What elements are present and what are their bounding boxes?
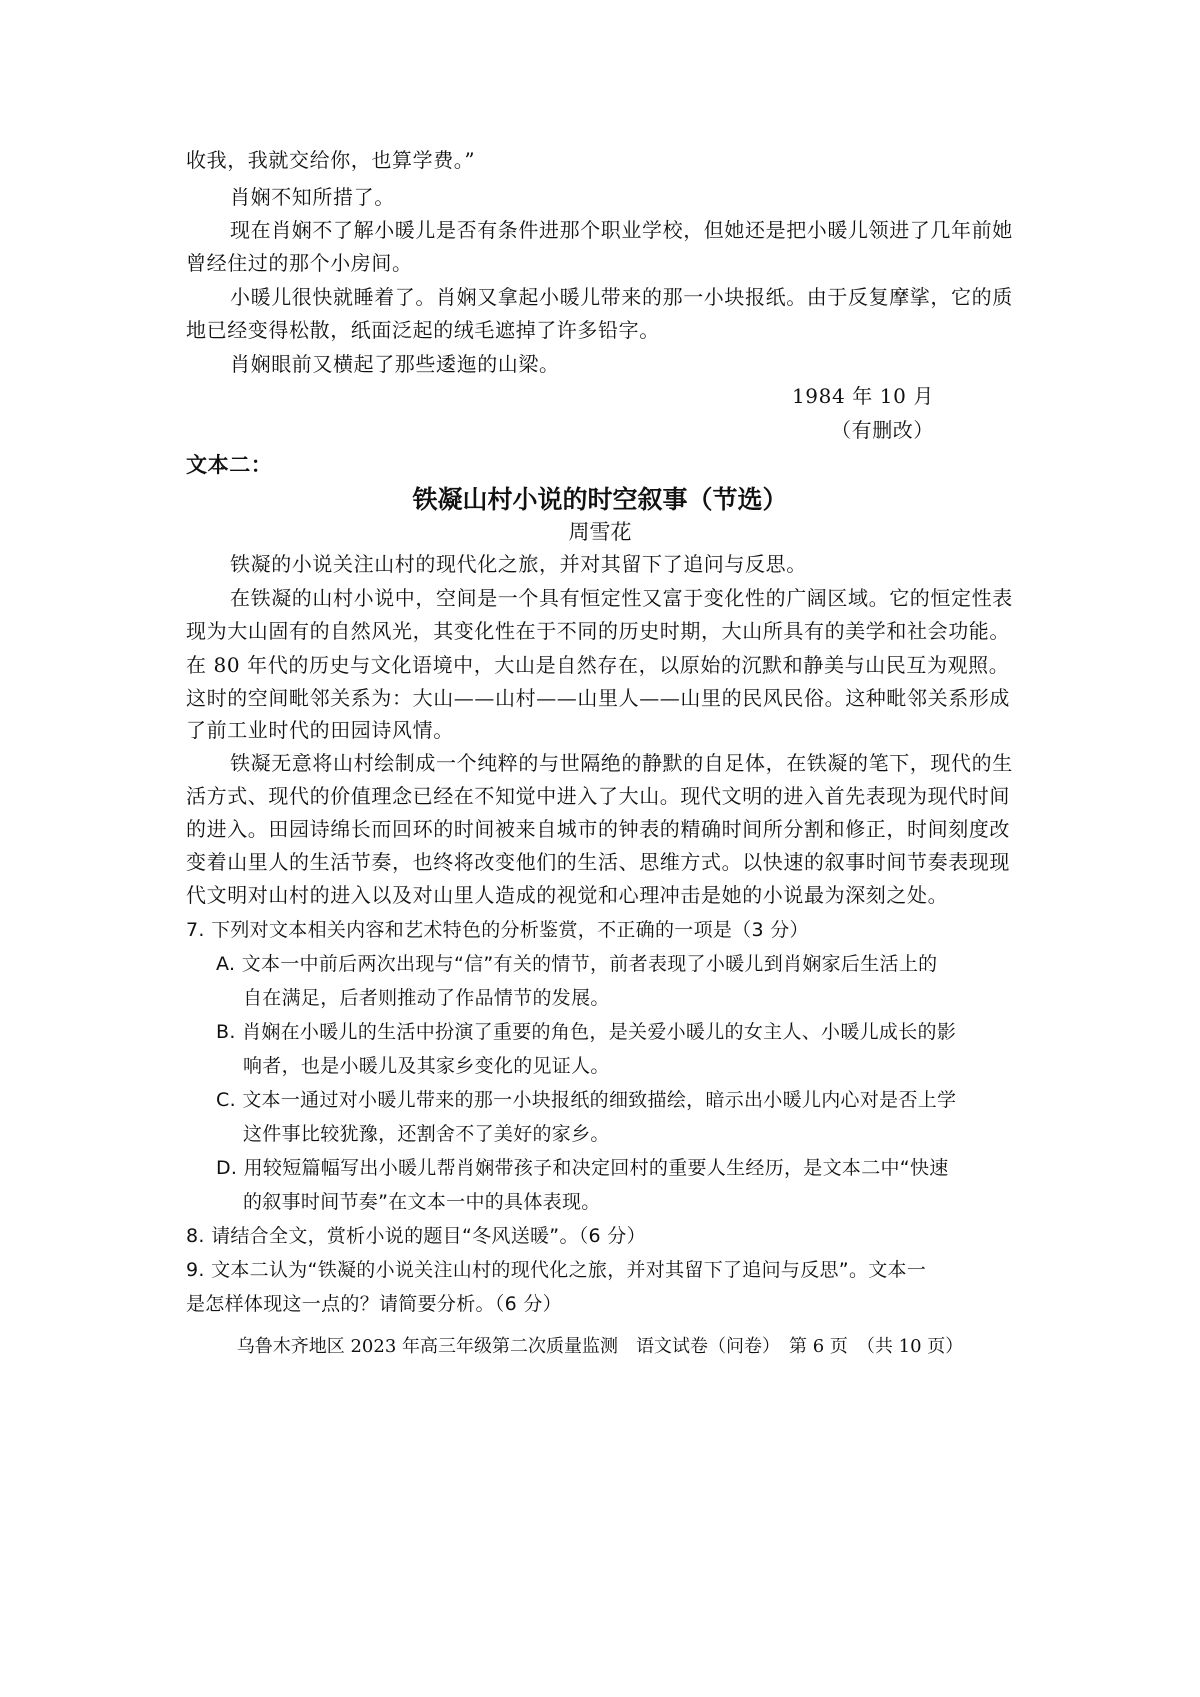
text2-paragraph-3-line-1: 铁凝无意将山村绘制成一个纯粹的与世隔绝的静默的自足体，在铁凝的笔下，现代的生 [230, 751, 1013, 775]
text2-paragraph-1: 铁凝的小说关注山村的现代化之旅，并对其留下了追问与反思。 [230, 552, 807, 576]
text1-paragraph-4-line-2: 地已经变得松散，纸面泛起的绒毛遮掉了许多铅字。 [186, 318, 660, 342]
text2-title: 铁凝山村小说的时空叙事（节选） [412, 485, 788, 514]
text1-paragraph-3-line-2: 曾经住过的那个小房间。 [186, 251, 413, 275]
question-7: 7. 下列对文本相关内容和艺术特色的分析鉴赏，不正确的一项是（3 分） [186, 919, 809, 941]
text2-paragraph-2-line-5: 了前工业时代的田园诗风情。 [186, 718, 454, 742]
text2-paragraph-3-line-3: 的进入。田园诗绵长而回环的时间被来自城市的钟表的精确时间所分割和修正，时间刻度改 [186, 817, 1010, 841]
text1-paragraph-5: 肖娴眼前又横起了那些逶迤的山梁。 [230, 352, 560, 376]
question-9-line-1: 9. 文本二认为“铁凝的小说关注山村的现代化之旅，并对其留下了追问与反思”。文本一 [186, 1259, 927, 1281]
question-7-option-b-line-2: 响者，也是小暖儿及其家乡变化的见证人。 [243, 1055, 610, 1077]
text2-paragraph-3-line-5: 代文明对山村的进入以及对山里人造成的视觉和心理冲击是她的小说最为深刻之处。 [186, 883, 949, 907]
page-footer: 乌鲁木齐地区 2023 年高三年级第二次质量监测 语文试卷（问卷） 第 6 页 （共 10 页） [236, 1336, 964, 1357]
question-7-option-d-line-2: 的叙事时间节奏”在文本一中的具体表现。 [243, 1191, 601, 1213]
text1-paragraph-4-line-1: 小暖儿很快就睡着了。肖娴又拿起小暖儿带来的那一小块报纸。由于反复摩挲，它的质 [230, 285, 1013, 309]
question-8: 8. 请结合全文，赏析小说的题目“冬风送暖”。（6 分） [186, 1225, 646, 1247]
question-9-line-2: 是怎样体现这一点的？请简要分析。（6 分） [186, 1293, 562, 1315]
text2-label: 文本二： [186, 452, 273, 477]
text2-paragraph-2-line-2: 现为大山固有的自然风光，其变化性在于不同的历史时期，大山所具有的美学和社会功能。 [186, 619, 1010, 643]
question-7-option-c-line-1: C. 文本一通过对小暖儿带来的那一小块报纸的细致描绘，暗示出小暖儿内心对是否上学 [216, 1089, 957, 1111]
question-7-option-d-line-1: D. 用较短篇幅写出小暖儿帮肖娴带孩子和决定回村的重要人生经历，是文本二中“快速 [216, 1157, 949, 1179]
text2-paragraph-2-line-3: 在 80 年代的历史与文化语境中，大山是自然存在，以原始的沉默和静美与山民互为观照。 [186, 653, 1010, 677]
text1-paragraph-1: 收我，我就交给你，也算学费。” [186, 148, 476, 172]
question-7-option-c-line-2: 这件事比较犹豫，还割舍不了美好的家乡。 [243, 1123, 610, 1145]
question-7-option-b-line-1: B. 肖娴在小暖儿的生活中扮演了重要的角色，是关爱小暖儿的女主人、小暖儿成长的影 [216, 1021, 957, 1043]
question-7-option-a-line-2: 自在满足，后者则推动了作品情节的发展。 [243, 987, 610, 1009]
text2-author: 周雪花 [568, 520, 632, 544]
text2-paragraph-3-line-4: 变着山里人的生活节奏，也终将改变他们的生活、思维方式。以快速的叙事时间节奏表现现 [186, 850, 1010, 874]
text2-paragraph-2-line-4: 这时的空间毗邻关系为：大山——山村——山里人——山里的民风民俗。这种毗邻关系形成 [186, 686, 1010, 710]
text1-paragraph-2: 肖娴不知所措了。 [230, 185, 395, 209]
question-7-option-a-line-1: A. 文本一中前后两次出现与“信”有关的情节，前者表现了小暖儿到肖娴家后生活上的 [216, 953, 938, 975]
text2-paragraph-2-line-1: 在铁凝的山村小说中，空间是一个具有恒定性又富于变化性的广阔区域。它的恒定性表 [230, 586, 1013, 610]
text1-paragraph-3-line-1: 现在肖娴不了解小暖儿是否有条件进那个职业学校，但她还是把小暖儿领进了几年前她 [230, 218, 1013, 242]
text2-paragraph-3-line-2: 活方式、现代的价值理念已经在不知觉中进入了大山。现代文明的进入首先表现为现代时间 [186, 784, 1010, 808]
text1-edit-note: （有删改） [831, 418, 934, 442]
text1-date: 1984 年 10 月 [791, 384, 934, 408]
